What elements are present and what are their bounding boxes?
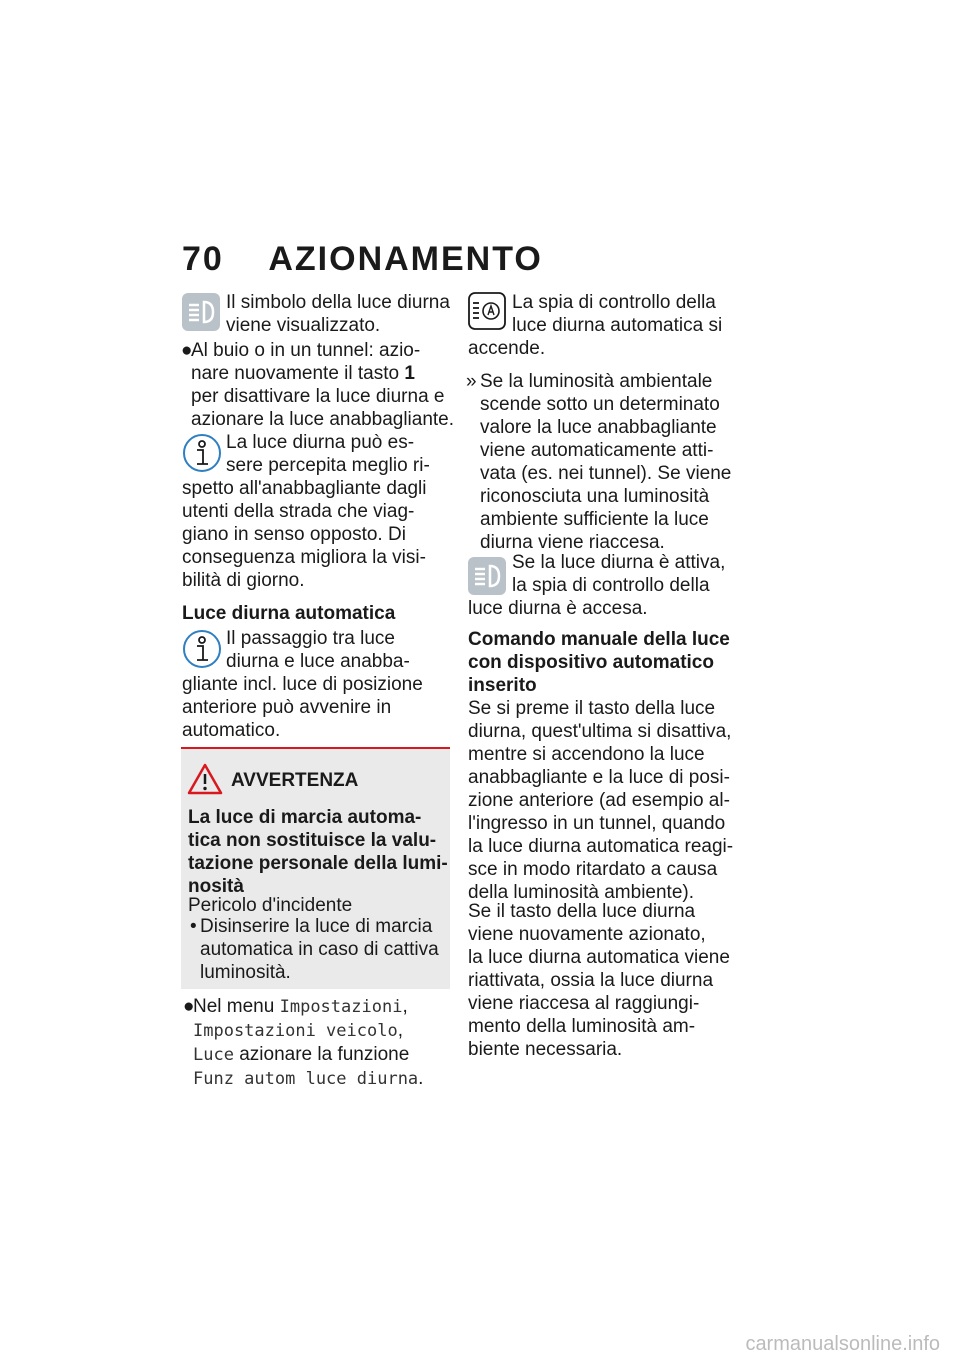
drl-symbol-text: Il simbolo della luce diurna viene visualizzato.	[226, 292, 450, 336]
info-note-text: La luce diurna può es- sere percepita meglio ri- spetto all'anabbagliante dagli utenti della strada che viag- giano in senso opposto. Di conseguenza migliora la visi- bilità di giorno.	[182, 432, 430, 591]
page-number: 70	[182, 240, 224, 278]
bullet-icon: ●	[181, 340, 193, 361]
list-item: ● Al buio o in un tunnel: azio- nare nuovamente il tasto 1 per disattivare la luce diurna e azionare la luce anabbagliante.	[181, 340, 455, 430]
section-title: AZIONAMENTO	[268, 240, 543, 278]
warning-risk: Pericolo d'incidente	[188, 895, 353, 916]
section-heading: Luce diurna automatica	[182, 603, 396, 624]
indicator-text: Se la luce diurna è attiva, la spia di controllo della luce diurna è accesa.	[468, 552, 726, 619]
section-heading: Comando manuale della luce con dispositivo automatico inserito	[468, 629, 730, 696]
result-item: » Se la luminosità ambientale scende sotto un determinato valore la luce anabbagliante viene automaticamente atti- vata (es. nei tunnel). Se viene riconosciuta una luminosità ambiente sufficiente la luce diurna viene riaccesa.	[466, 371, 732, 553]
info-note-text: Il passaggio tra luce diurna e luce anabba- gliante incl. luce di posizione anteriore può avvenire in automatico.	[182, 628, 423, 741]
bullet-icon: •	[190, 916, 197, 937]
page-header	[182, 240, 543, 279]
warning-title: AVVERTENZA	[231, 770, 359, 791]
warning-measure: • Disinserire la luce di marcia automatica in caso di cattiva luminosità.	[190, 916, 439, 983]
warning-triangle-icon	[186, 762, 224, 796]
warning-heading: La luce di marcia automa- tica non sostituisce la valu- tazione personale della lumi- nosità	[188, 807, 448, 897]
daytime-light-icon	[182, 293, 220, 331]
watermark[interactable]: carmanualsonline.info	[745, 1333, 940, 1355]
result-arrow-icon: »	[466, 371, 477, 392]
indicator-text: La spia di controllo della luce diurna automatica si accende.	[468, 292, 723, 359]
paragraph: Se il tasto della luce diurna viene nuovamente azionato, la luce diurna automatica viene riattivata, ossia la luce diurna viene riaccesa al raggiungi- mento della luminosità am- biente necessaria.	[468, 901, 730, 1060]
list-item: ● Nel menu Impostazioni, Impostazioni veicolo, Luce azionare la funzione Funz autom luce diurna.	[183, 996, 424, 1089]
bullet-icon: ●	[183, 996, 195, 1017]
paragraph: Se si preme il tasto della luce diurna, quest'ultima si disattiva, mentre si accendono la luce anabbagliante e la luce di posi- zione anteriore (ad esempio al- l'ingresso in un tunnel, quando la luce diurna automatica reagi- sce in modo ritardato a causa della luminosità ambiente).	[468, 698, 734, 903]
